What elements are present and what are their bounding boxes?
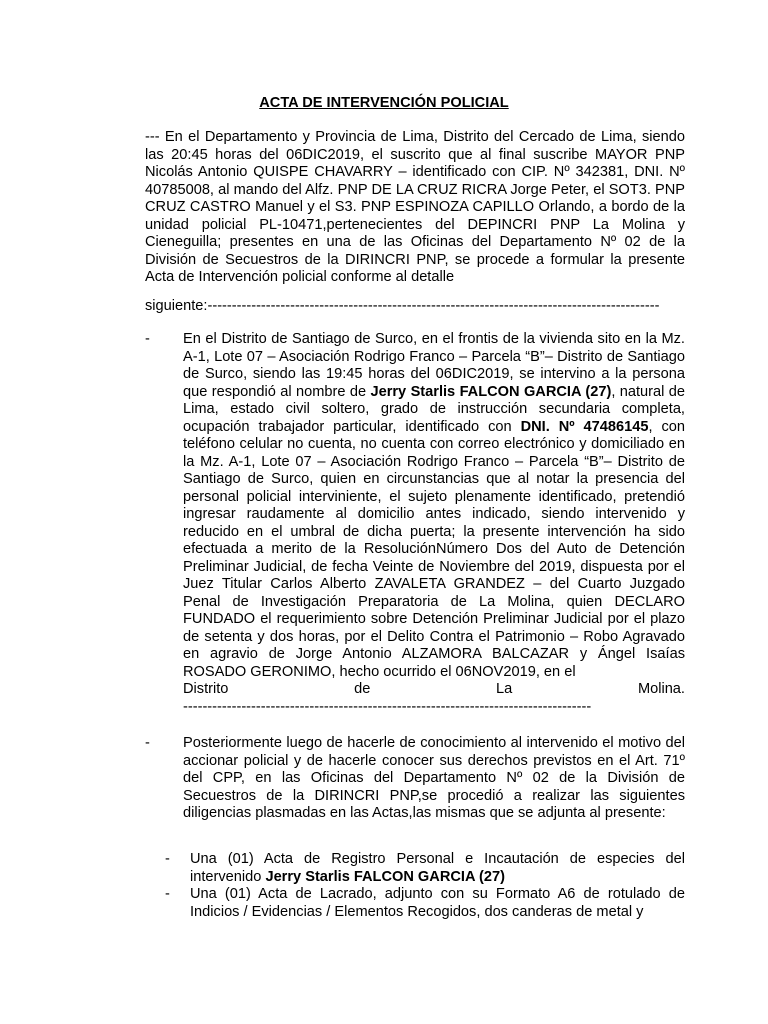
sub-item-text	[190, 851, 685, 886]
intro-paragraph: --- En el Departamento y Provincia de Lima, Distrito del Cercado de Lima, siendo las 20:45 horas del 06DIC2019, el suscrito que al final suscribe MAYOR PNP Nicolás Antonio QUISPE CHAVARRY – identificado con CIP. Nº 342381, DNI. Nº 40785008, al mando del Alfz. PNP DE LA CRUZ RICRA Jorge Peter, el SOT3. PNP CRUZ CASTRO Manuel y el S3. PNP ESPINOZA CAPILLO Orlando, a bordo de la unidad policial PL-10471,pertenecientes del DEPINCRI PNP La Molina y Cieneguilla; presentes en una de las Oficinas del Departamento Nº 02 de la División de Secuestros de la DIRINCRI PNP, se procede a formular la presente Acta de Intervención policial conforme al detalle	[145, 129, 685, 285]
intervention-text-2: , natural de Lima, estado civil soltero, grado de instrucción secundaria completa, ocupación trabajador particular, identificado con	[183, 383, 685, 435]
intervened-person-name: Jerry Starlis FALCON GARCIA (27)	[370, 383, 612, 400]
intervention-text-1: En el Distrito de Santiago de Surco, en el frontis de la vivienda sito en la Mz. A-1, Lote 07 – Asociación Rodrigo Franco – Parcela “B”– Distrito de Santiago de Surco, siendo las 19:45 horas del 06DIC2019, se intervino a la persona que respondió al nombre de	[183, 331, 685, 400]
sealing-record-text: Una (01) Acta de Lacrado, adjunto con su Formato A6 de rotulado de Indicios / Evidencias / Elementos Recogidos, dos canderas de metal y	[190, 886, 685, 920]
bullet-marker: -	[145, 735, 150, 751]
last-word-1: Distrito	[183, 681, 229, 697]
personal-record-text: Una (01) Acta de Registro Personal e Incautación de especies del intervenido	[190, 851, 685, 885]
intervention-dashes: ------------------------------------------------------------------------------------	[183, 698, 592, 715]
bullet-marker: -	[145, 331, 150, 347]
intervention-text-3: , con teléfono celular no cuenta, no cuenta con correo electrónico y domiciliado en la Mz. A-1, Lote 07 – Asociación Rodrigo Franco – Parcela “B”– Distrito de Santiago de Surco, quien en circunstancias que al notar la presencia del personal policial interviniente, el sujeto plenamente identificado, pretendió ingresar raudamente al domicilio antes indicado, siendo intervenido y reducido en el umbral de dicha puerta; la presente intervención ha sido efectuada a merito de la ResoluciónNúmero Dos del Auto de Detención Preliminar Judicial, de fecha Veinte de Noviembre del 2019, dispuesta por el Juez Titular Carlos Alberto ZAVALETA GRANDEZ – del Cuarto Juzgado Penal de Investigación Preparatoria de La Molina, quien DECLARO FUNDADO el requerimiento sobre Detención Preliminar Judicial por el plazo de setenta y dos horas, por el Delito Contra el Patrimonio – Robo Agravado en agravio de Jorge Antonio ALZAMORA BALCAZAR y Ángel Isaías ROSADO GERONIMO, hecho ocurrido el 06NOV2019, en el	[183, 418, 685, 680]
personal-record-name: Jerry Starlis FALCON GARCIA (27)	[265, 868, 505, 885]
intro-dashes: siguiente:---------------------------------------------------------------------------------------------	[145, 298, 660, 314]
intervened-person-dni: DNI. Nº 47486145	[520, 418, 649, 435]
proceedings-paragraph: Posteriormente luego de hacerle de conocimiento al intervenido el motivo del accionar policial y de hacerle conocer sus derechos previstos en el Art. 71º del CPP, en las Oficinas del Departamento Nº 02 de la División de Secuestros de la DIRINCRI PNP,se procedió a realizar las siguientes diligencias plasmadas en las Actas,las mismas que se adjunta al presente:	[183, 735, 685, 821]
last-word-2: de	[354, 681, 371, 697]
intervention-last-line	[183, 681, 685, 699]
document-title: ACTA DE INTERVENCIÓN POLICIAL	[259, 95, 509, 111]
bullet-marker: -	[165, 886, 170, 902]
intervention-paragraph	[183, 331, 685, 716]
bullet-marker: -	[165, 851, 170, 867]
last-word-3: La	[496, 681, 513, 697]
last-word-4: Molina.	[637, 681, 685, 697]
